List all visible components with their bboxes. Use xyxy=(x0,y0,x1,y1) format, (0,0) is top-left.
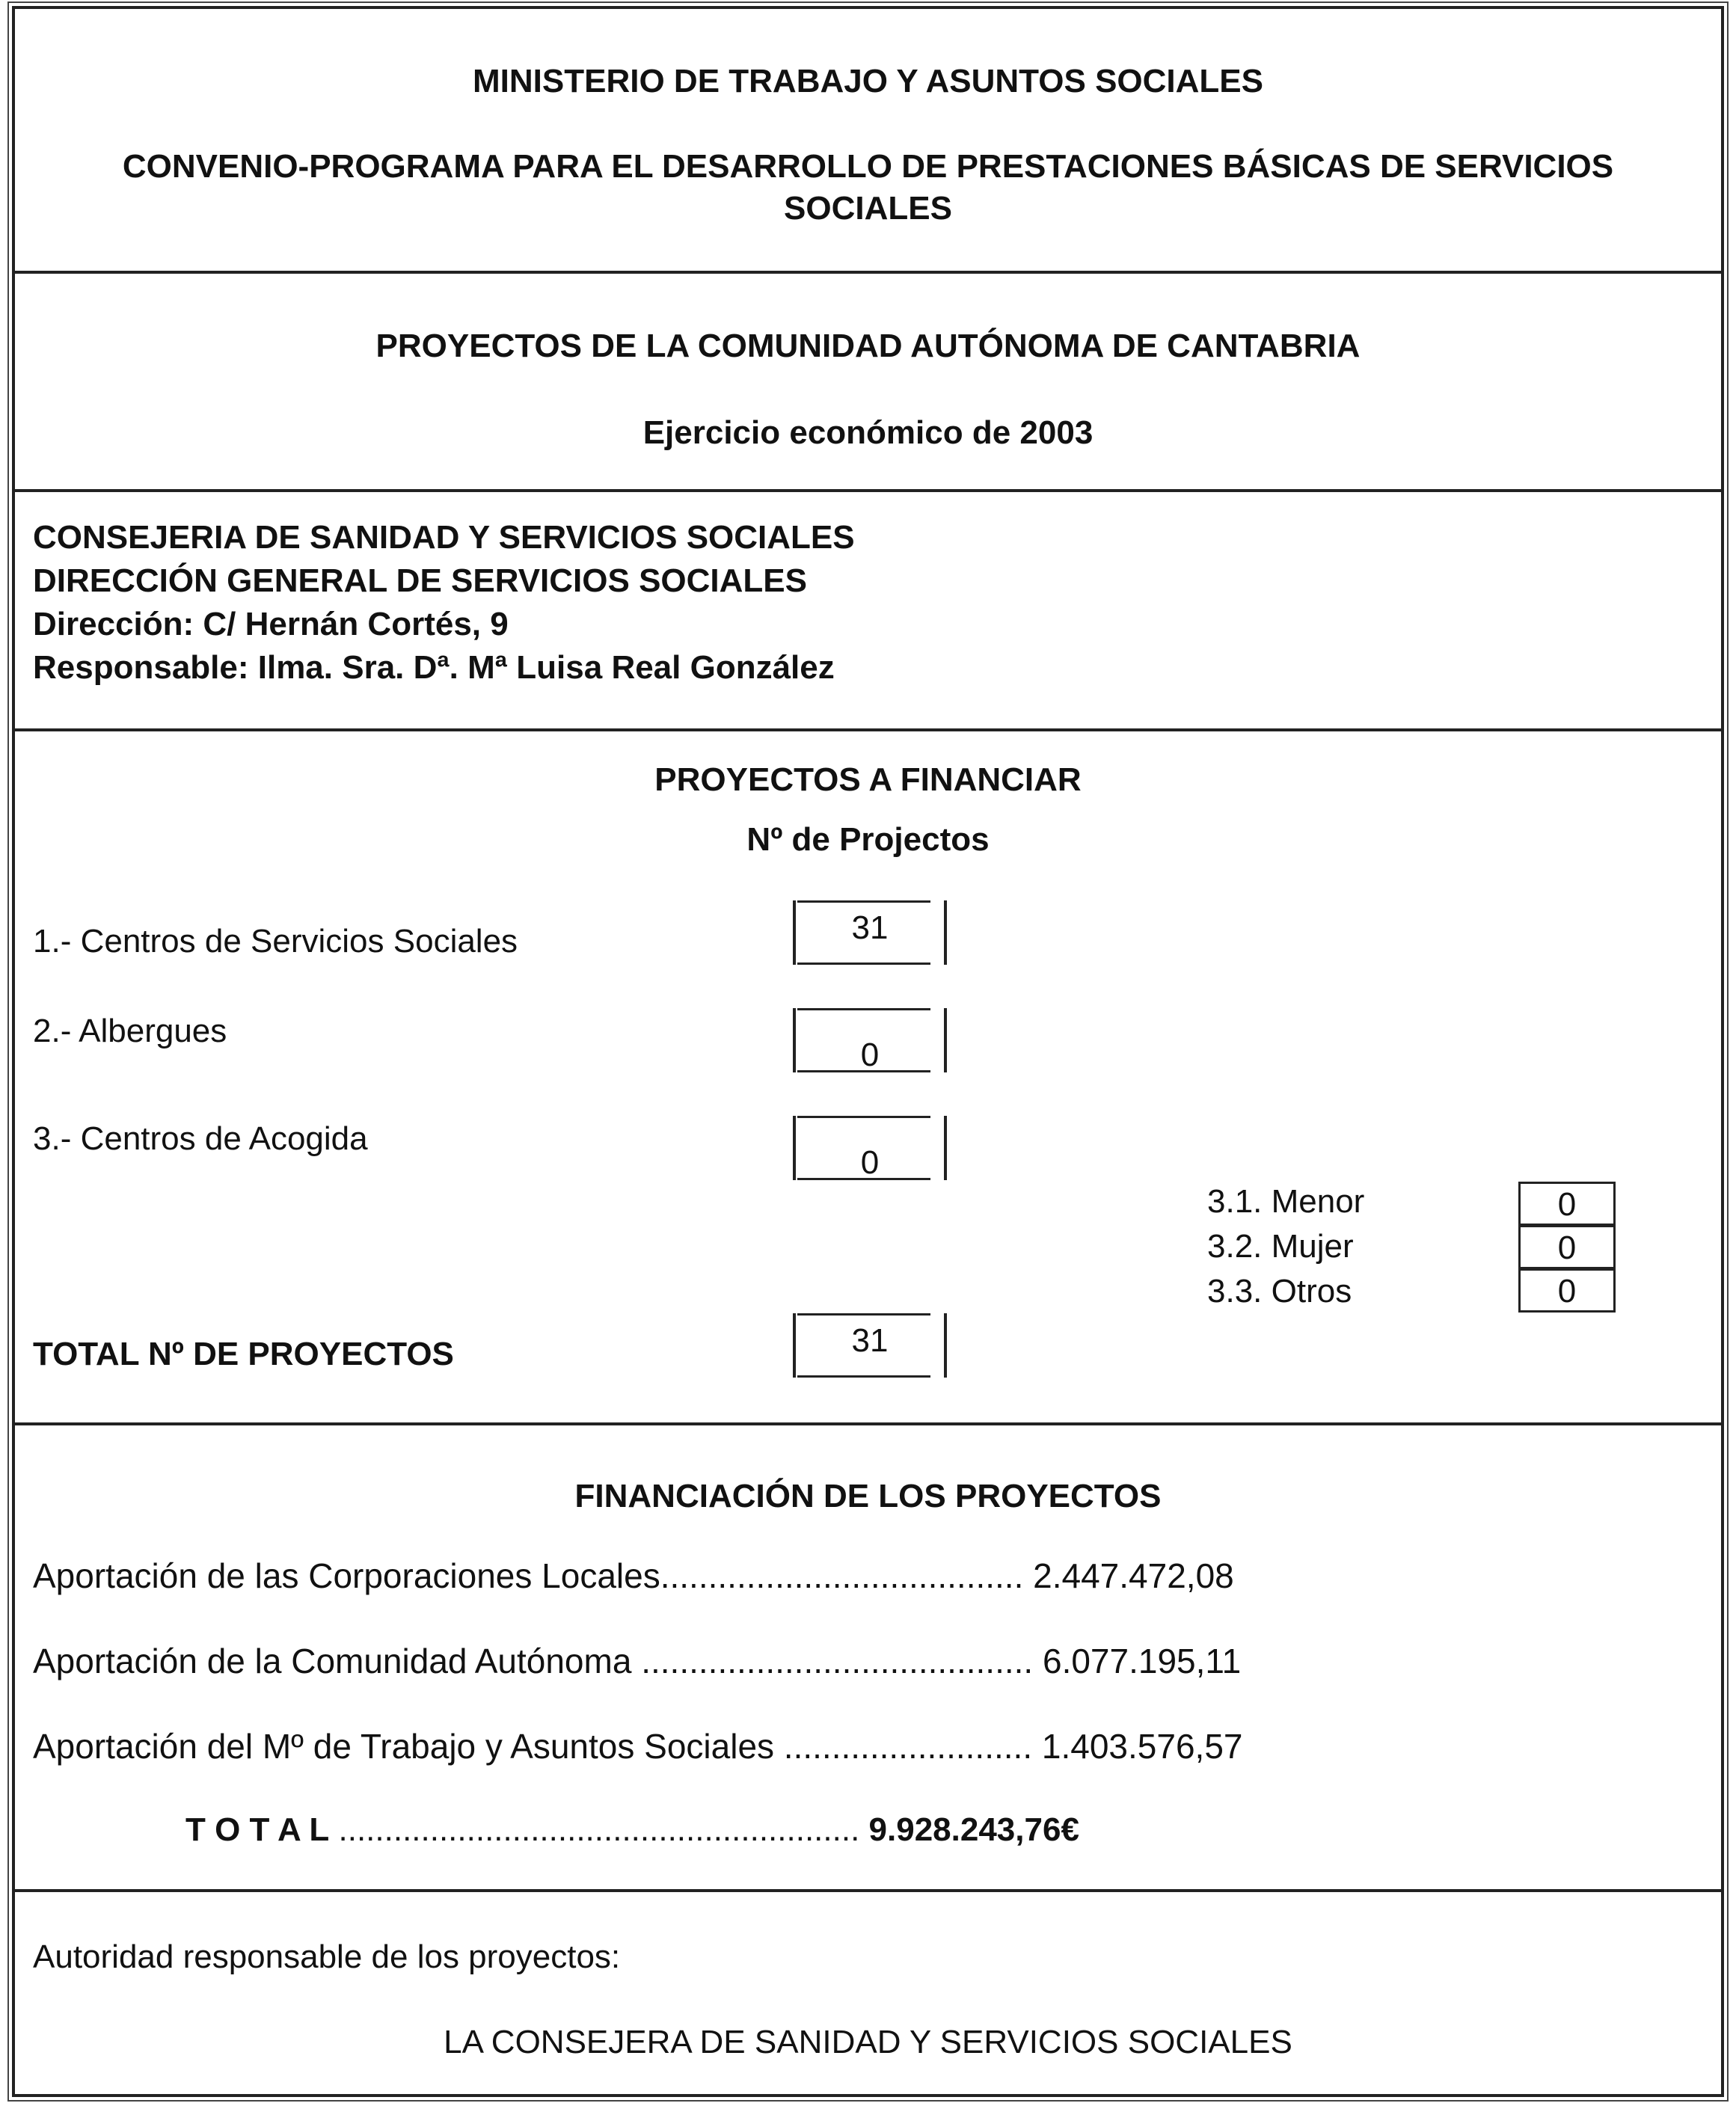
financing-row-label: Aportación de las Corporaciones Locales xyxy=(33,1556,660,1595)
projects-title: PROYECTOS A FINANCIAR xyxy=(654,761,1082,798)
authority-label: Autoridad responsable de los proyectos: xyxy=(33,1938,621,1975)
subitem-value: 0 xyxy=(1518,1225,1616,1269)
financing-total-value: 9.928.243,76€ xyxy=(868,1811,1079,1848)
total-projects-label: TOTAL Nº DE PROYECTOS xyxy=(33,1336,454,1372)
financing-row xyxy=(33,1556,1234,1596)
subitem-value: 0 xyxy=(1518,1268,1616,1313)
financing-row-dots: .......................... xyxy=(774,1727,1033,1766)
authority-signer: LA CONSEJERA DE SANIDAD Y SERVICIOS SOCIALES xyxy=(444,2024,1292,2060)
community-projects-title: PROYECTOS DE LA COMUNIDAD AUTÓNOMA DE CANTABRIA xyxy=(375,328,1361,364)
ministry-title: MINISTERIO DE TRABAJO Y ASUNTOS SOCIALES xyxy=(473,63,1263,99)
department-responsible: Responsable: Ilma. Sra. Dª. Mª Luisa Real González xyxy=(33,649,835,686)
projects-header-section xyxy=(15,274,1721,492)
financing-section xyxy=(15,1425,1721,1892)
program-title-line2: SOCIALES xyxy=(784,190,952,227)
project-count-box xyxy=(793,900,947,965)
financing-row-value: 1.403.576,57 xyxy=(1041,1727,1243,1766)
financing-row-label: Aportación de la Comunidad Autónoma xyxy=(33,1642,632,1680)
subitem-label: 3.3. Otros xyxy=(1207,1273,1352,1310)
consejeria-name: CONSEJERIA DE SANIDAD Y SERVICIOS SOCIALES xyxy=(33,519,855,556)
authority-section xyxy=(15,1892,1721,2094)
project-item-label: 1.- Centros de Servicios Sociales xyxy=(33,923,518,960)
financing-row-value: 6.077.195,11 xyxy=(1042,1642,1242,1680)
subitem-value: 0 xyxy=(1518,1182,1616,1226)
document-frame xyxy=(12,6,1724,2097)
department-section xyxy=(15,492,1721,731)
total-projects-value: 31 xyxy=(851,1322,889,1359)
direccion-general-name: DIRECCIÓN GENERAL DE SERVICIOS SOCIALES xyxy=(33,562,807,599)
projects-section xyxy=(15,731,1721,1425)
financing-title: FINANCIACIÓN DE LOS PROYECTOS xyxy=(574,1478,1162,1514)
financing-row xyxy=(33,1726,1242,1766)
subitem-label: 3.1. Menor xyxy=(1207,1183,1365,1220)
project-count-value: 31 xyxy=(851,909,889,946)
header-section xyxy=(15,9,1721,274)
project-count-box xyxy=(793,1116,947,1180)
project-item-label: 2.- Albergues xyxy=(33,1013,227,1049)
total-projects-box xyxy=(793,1313,947,1378)
project-count-value: 0 xyxy=(860,1037,880,1073)
projects-count-header: Nº de Projectos xyxy=(746,821,990,858)
project-item-label: 3.- Centros de Acogida xyxy=(33,1120,368,1157)
project-count-box xyxy=(793,1008,947,1072)
fiscal-year: Ejercicio económico de 2003 xyxy=(642,414,1094,451)
financing-total-label: T O T A L xyxy=(185,1811,330,1848)
project-count-value: 0 xyxy=(860,1144,880,1181)
program-title-line1: CONVENIO-PROGRAMA PARA EL DESARROLLO DE PRESTACIONES BÁSICAS DE SERVICIOS xyxy=(122,148,1614,185)
department-address: Dirección: C/ Hernán Cortés, 9 xyxy=(33,606,509,642)
financing-total-row xyxy=(185,1811,1079,1849)
financing-row-dots: ......................................... xyxy=(631,1642,1034,1680)
financing-row xyxy=(33,1641,1241,1681)
financing-row-label: Aportación del Mº de Trabajo y Asuntos Sociales xyxy=(33,1727,775,1766)
financing-total-dots: ......................................................... xyxy=(329,1811,860,1848)
financing-row-dots: ...................................... xyxy=(660,1556,1024,1595)
financing-row-value: 2.447.472,08 xyxy=(1033,1556,1234,1595)
subitem-label: 3.2. Mujer xyxy=(1207,1228,1354,1265)
